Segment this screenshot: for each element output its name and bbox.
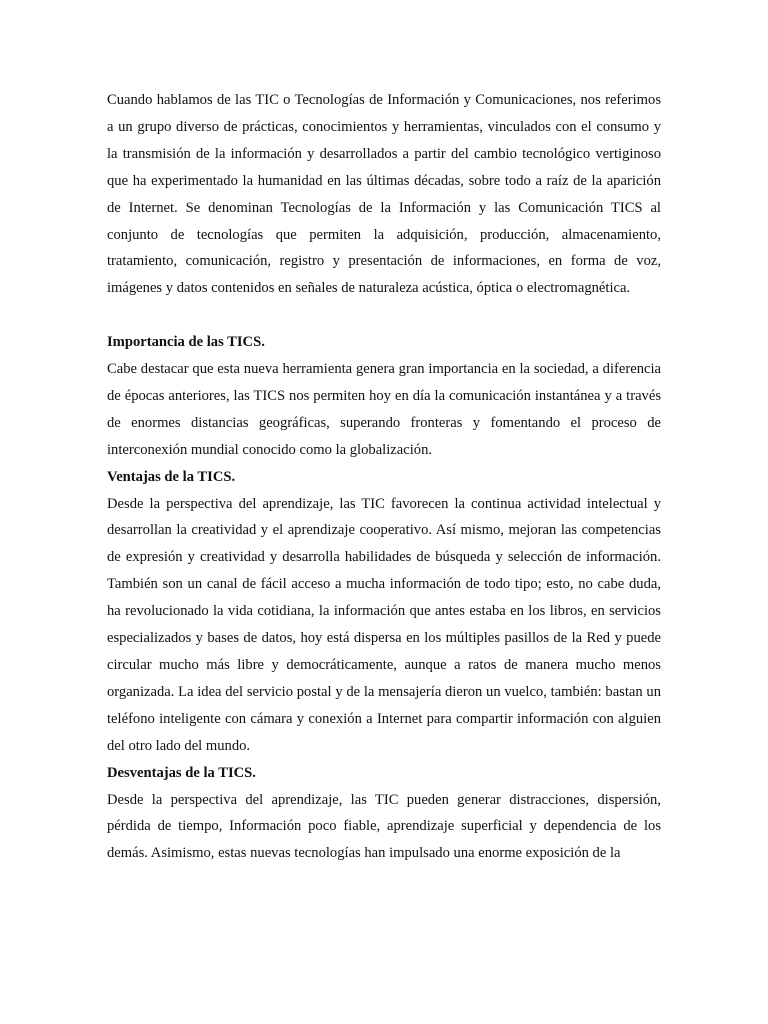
document-page bbox=[107, 87, 661, 867]
intro-paragraph: Cuando hablamos de las TIC o Tecnologías de Información y Comunicaciones, nos referimos a un grupo diverso de prácticas, conocimientos y herramientas, vinculados con el consumo y la transmisión de la información y desarrollados a partir del cambio tecnológico vertiginoso que ha experimentado la humanidad en las últimas décadas, sobre todo a raíz de la aparición de Internet. Se denominan Tecnologías de la Información y las Comunicación TICS al conjunto de tecnologías que permiten la adquisición, producción, almacenamiento, tratamiento, comunicación, registro y presentación de informaciones, en forma de voz, imágenes y datos contenidos en señales de naturaleza acústica, óptica o electromagnética. bbox=[107, 92, 661, 297]
section-heading-desventajas: Desventajas de la TICS. bbox=[107, 764, 256, 781]
section-body-ventajas: Desde la perspectiva del aprendizaje, las TIC favorecen la continua actividad intelectual y desarrollan la creatividad y el aprendizaje cooperativo. Así mismo, mejoran las competencias de expresión y creatividad y desarrolla habilidades de búsqueda y selección de información. También son un canal de fácil acceso a mucha información de todo tipo; esto, no cabe duda, ha revolucionado la vida cotidiana, la información que antes estaba en los libros, en servicios especializados y bases de datos, hoy está dispersa en los múltiples pasillos de la Red y puede circular mucho más libre y democráticamente, aunque a ratos de manera mucho menos organizada. La idea del servicio postal y de la mensajería dieron un vuelco, también: bastan un teléfono inteligente con cámara y conexión a Internet para compartir información con alguien del otro lado del mundo. bbox=[107, 495, 661, 754]
section-body-desventajas: Desde la perspectiva del aprendizaje, las TIC pueden generar distracciones, dispersión, pérdida de tiempo, Información poco fiable, aprendizaje superficial y dependencia de los demás. Asimismo, estas nuevas tecnologías han impulsado una enorme exposición de la bbox=[107, 791, 661, 862]
section-heading-ventajas: Ventajas de la TICS. bbox=[107, 468, 236, 485]
section-heading-importancia: Importancia de las TICS. bbox=[107, 334, 265, 351]
section-body-importancia: Cabe destacar que esta nueva herramienta genera gran importancia en la sociedad, a diferencia de épocas anteriores, las TICS nos permiten hoy en día la comunicación instantánea y a través de enormes distancias geográficas, superando fronteras y fomentando el proceso de interconexión mundial conocido como la globalización. bbox=[107, 361, 661, 458]
paragraph-spacer bbox=[107, 302, 661, 329]
